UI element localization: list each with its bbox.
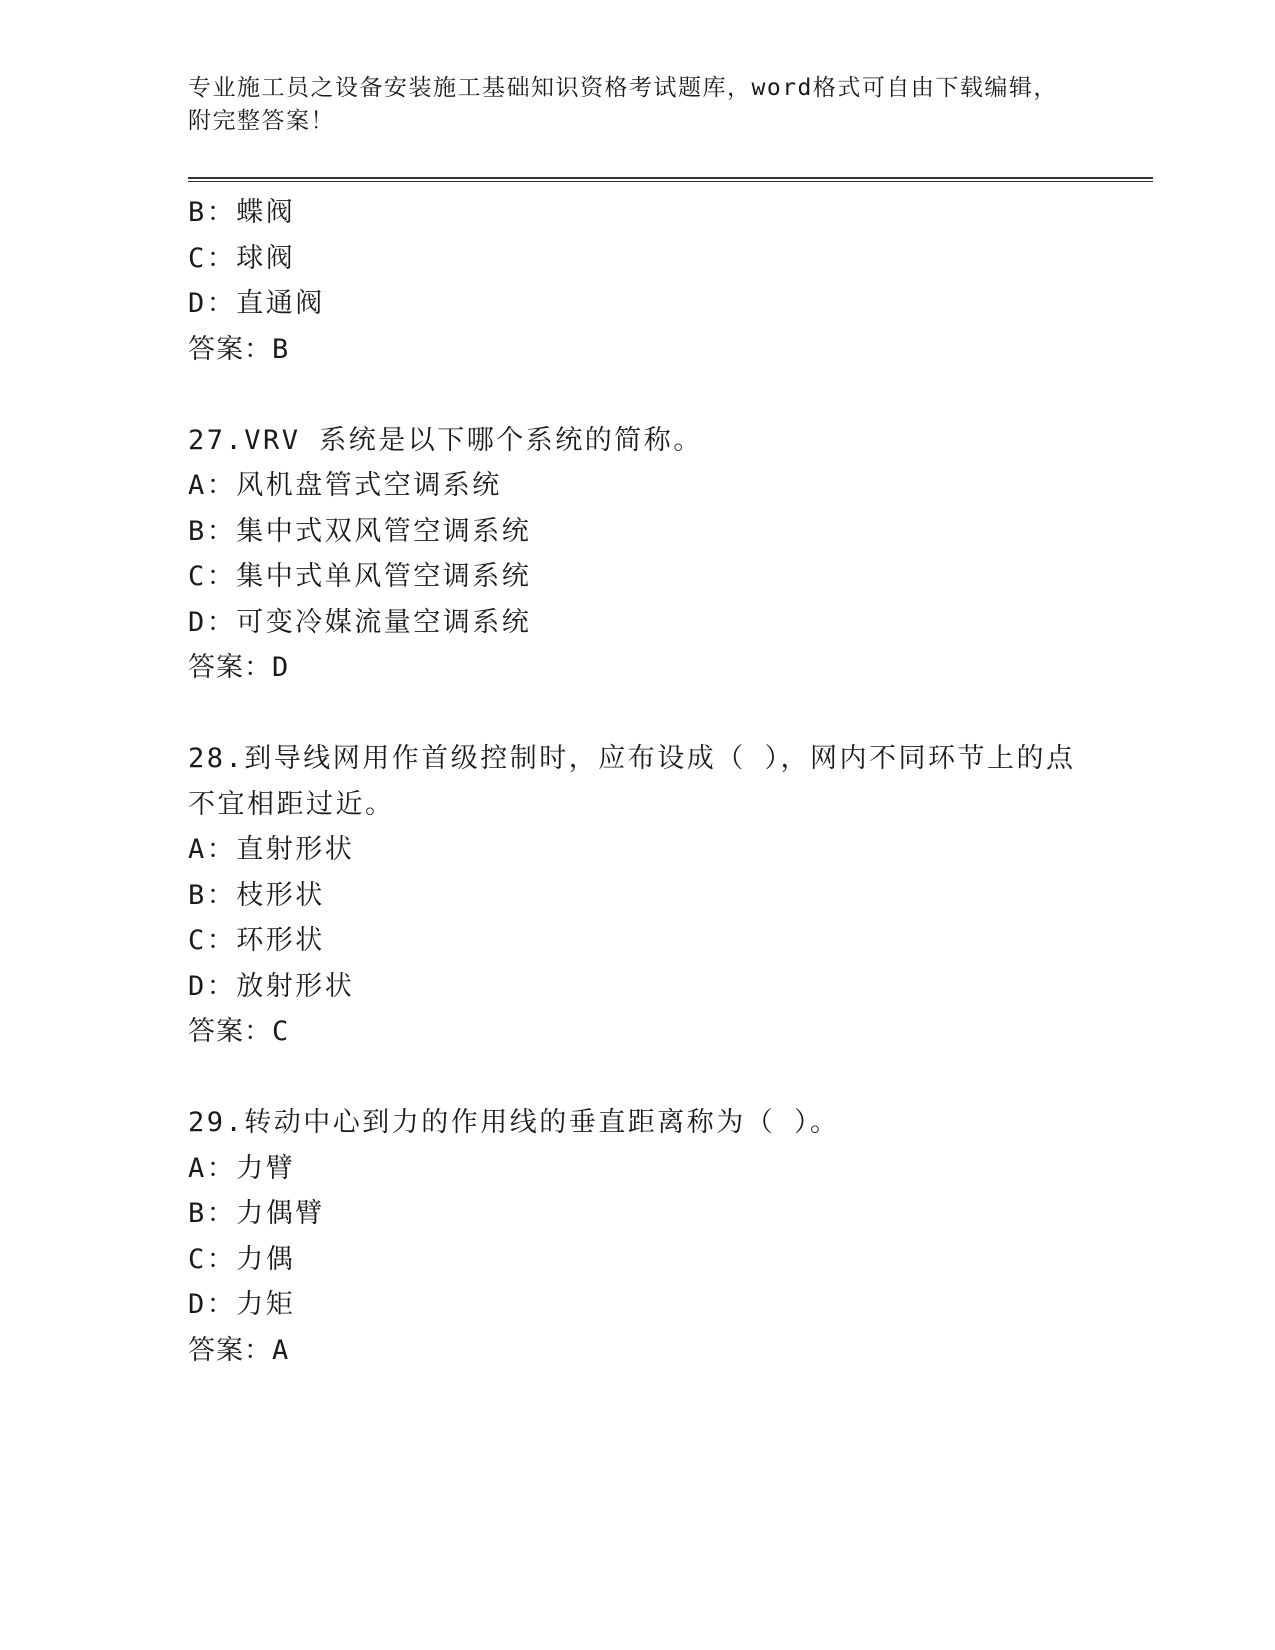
header-divider (188, 177, 1153, 179)
answer-line: 答案：D (188, 652, 290, 683)
option-d: D：直通阀 (188, 288, 325, 319)
question-block-26-continued (188, 190, 1088, 372)
header-divider-thin (188, 181, 1153, 182)
question-block-29 (188, 1100, 1088, 1373)
spacer (188, 372, 1088, 418)
answer-line: 答案：A (188, 1334, 290, 1366)
header-line-2: 附完整答案！ (188, 108, 335, 134)
document-header (188, 72, 1088, 138)
question-list (188, 190, 1088, 1373)
option-c: C：力偶 (188, 1243, 296, 1275)
option-c: C：环形状 (188, 925, 325, 956)
spacer (188, 1055, 1088, 1101)
spacer (188, 691, 1088, 737)
question-text: 29.转动中心到力的作用线的垂直距离称为（ ）。 (188, 1107, 840, 1138)
option-c: C：集中式单风管空调系统 (188, 561, 532, 592)
option-d: D：放射形状 (188, 970, 355, 1002)
question-text-line-1: 28.到导线网用作首级控制时，应布设成（ ），网内不同环节上的点 (188, 743, 1076, 774)
option-a: A：力臂 (188, 1152, 296, 1184)
header-line-1: 专业施工员之设备安装施工基础知识资格考试题库，word格式可自由下载编辑， (188, 75, 1058, 101)
question-block-27 (188, 418, 1088, 691)
answer-line: 答案：C (188, 1016, 290, 1047)
option-a: A：风机盘管式空调系统 (188, 470, 502, 501)
answer-line: 答案：B (188, 333, 290, 365)
question-text: 27.VRV 系统是以下哪个系统的简称。 (188, 424, 703, 456)
option-d: D：可变冷媒流量空调系统 (188, 606, 532, 638)
question-text-line-2: 不宜相距过近。 (188, 788, 395, 820)
option-c: C：球阀 (188, 242, 296, 274)
option-a: A：直射形状 (188, 834, 355, 865)
option-b: B：集中式双风管空调系统 (188, 515, 532, 547)
option-b: B：力偶臂 (188, 1198, 325, 1229)
option-b: B：枝形状 (188, 879, 325, 911)
option-b: B：蝶阀 (188, 197, 296, 228)
option-d: D：力矩 (188, 1289, 296, 1320)
question-block-28 (188, 736, 1088, 1055)
